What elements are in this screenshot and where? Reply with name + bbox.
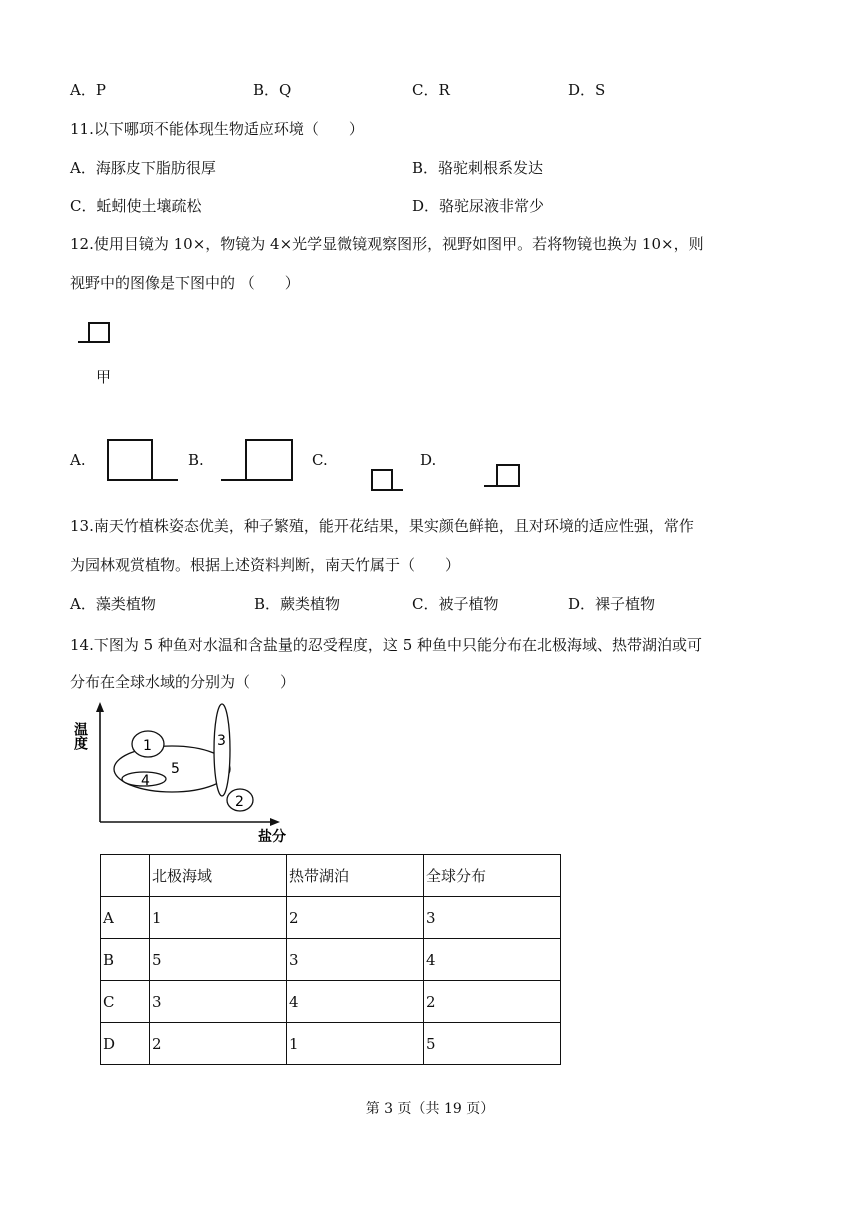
q11-stem: 11.以下哪项不能体现生物适应环境（ ）	[70, 120, 364, 138]
table-row	[101, 897, 561, 939]
table-cell: 5	[424, 1023, 561, 1065]
fish-5-label: 5	[171, 761, 180, 777]
table-cell: 3	[287, 939, 424, 981]
q13-stem-line1: 13.南天竹植株姿态优美，种子繁殖，能开花结果，果实颜色鲜艳，且对环境的适应性强，常作	[70, 517, 694, 535]
figure-jia-label: 甲	[96, 368, 112, 386]
table-header-cell: 全球分布	[424, 855, 561, 897]
table-cell: 2	[150, 1023, 287, 1065]
q12-option-a-figure	[106, 438, 180, 482]
y-axis-arrow	[96, 702, 104, 712]
q13-option-c: C．被子植物	[412, 595, 499, 613]
table-cell: 3	[150, 981, 287, 1023]
x-axis-label: 盐分	[258, 829, 286, 845]
fish-1-label: 1	[143, 738, 152, 754]
table-cell: 3	[424, 897, 561, 939]
x-axis-arrow	[270, 818, 280, 826]
answer-table	[100, 854, 561, 1065]
table-cell: 4	[287, 981, 424, 1023]
table-cell: B	[101, 939, 150, 981]
table-row	[101, 1023, 561, 1065]
q12-option-d-figure	[484, 463, 522, 489]
table-cell: C	[101, 981, 150, 1023]
table-cell: 1	[150, 897, 287, 939]
table-cell: 4	[424, 939, 561, 981]
figure-jia-square	[78, 321, 112, 345]
fish-3-label: 3	[217, 733, 226, 749]
table-cell: 2	[424, 981, 561, 1023]
fish-3-ellipse	[214, 704, 230, 796]
q11-option-c: C．蚯蚓使土壤疏松	[70, 197, 202, 215]
q12-option-d-label: D.	[420, 451, 437, 469]
q14-stem-line1: 14.下图为 5 种鱼对水温和含盐量的忍受程度，这 5 种鱼中只能分布在北极海域、热带湖泊或可	[70, 636, 703, 654]
table-header-cell	[101, 855, 150, 897]
q13-option-a: A．藻类植物	[70, 595, 156, 613]
table-cell: 5	[150, 939, 287, 981]
q12-stem-line2: 视野中的图像是下图中的 （ ）	[70, 274, 300, 292]
table-cell: 1	[287, 1023, 424, 1065]
q10-option-c: C．R	[412, 81, 450, 99]
q13-stem-line2: 为园林观赏植物。根据上述资料判断，南天竹属于（ ）	[70, 556, 461, 574]
y-axis-label: 温度	[72, 722, 88, 750]
table-header-cell: 热带湖泊	[287, 855, 424, 897]
fish-tolerance-diagram	[72, 700, 306, 845]
fish-4-label: 4	[141, 773, 150, 789]
q14-stem-line2: 分布在全球水域的分别为（ ）	[70, 673, 296, 691]
q12-option-a-label: A.	[70, 451, 86, 469]
q11-option-a: A．海豚皮下脂肪很厚	[70, 159, 216, 177]
page-footer: 第 3 页（共 19 页）	[365, 1101, 495, 1117]
table-cell: 2	[287, 897, 424, 939]
q13-option-b: B．蕨类植物	[254, 595, 341, 613]
q12-option-b-figure	[221, 438, 295, 482]
q12-option-c-label: C.	[312, 451, 328, 469]
q11-option-b: B．骆驼刺根系发达	[412, 159, 544, 177]
table-row	[101, 981, 561, 1023]
q11-option-d: D．骆驼尿液非常少	[412, 197, 545, 215]
table-cell: D	[101, 1023, 150, 1065]
q10-option-d: D．S	[568, 81, 606, 99]
table-header-cell: 北极海域	[150, 855, 287, 897]
q12-option-c-figure	[369, 468, 405, 492]
q12-option-b-label: B.	[188, 451, 204, 469]
q12-stem-line1: 12.使用目镜为 10×，物镜为 4×光学显微镜观察图形，视野如图甲。若将物镜也换为 10×，则	[70, 235, 704, 253]
table-cell: A	[101, 897, 150, 939]
q10-option-b: B．Q	[253, 81, 292, 99]
table-row	[101, 939, 561, 981]
table-header-row	[101, 855, 561, 897]
q10-option-a: A．P	[70, 81, 106, 99]
q13-option-d: D．裸子植物	[568, 595, 656, 613]
fish-2-label: 2	[235, 794, 244, 810]
